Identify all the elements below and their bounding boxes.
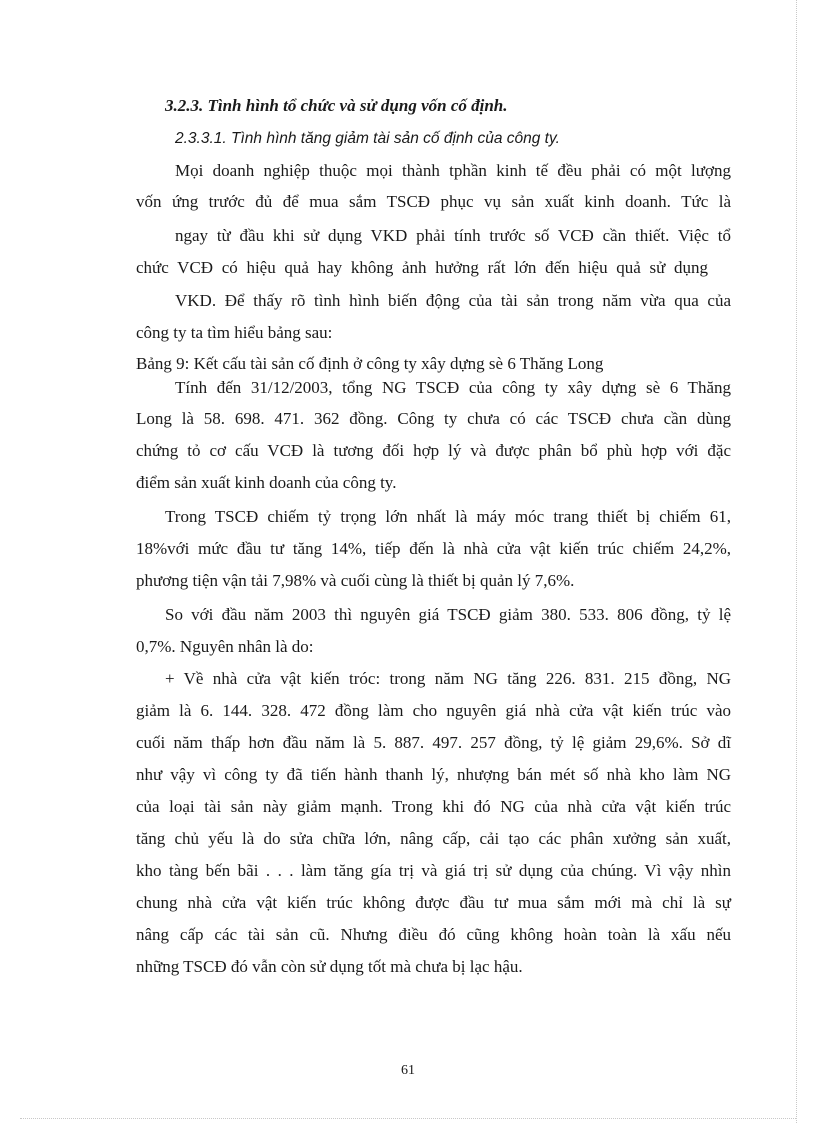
table-caption: Bảng 9: Kết cấu tài sản cố định ở công ty xây dựng sè 6 Thăng Long bbox=[136, 354, 604, 373]
paragraph-line: chứng tỏ cơ cấu VCĐ là tương đối hợp lý và được phân bổ phù hợp với đặc bbox=[136, 441, 731, 460]
paragraph-line: công ty ta tìm hiểu bảng sau: bbox=[136, 323, 333, 342]
subsection-heading: 2.3.3.1. Tình hình tăng giảm tài sản cố định của công ty. bbox=[175, 130, 560, 147]
paragraph-line: chung nhà cửa vật kiến trúc không được đầu tư mua sắm mới mà chỉ là sự bbox=[136, 893, 731, 912]
paragraph-line: 18%với mức đầu tư tăng 14%, tiếp đến là nhà cửa vật kiến trúc chiếm 24,2%, bbox=[136, 539, 731, 558]
paragraph-line: nâng cấp các tài sản cũ. Nhưng điều đó cũng không hoàn toàn là xấu nếu bbox=[136, 925, 731, 944]
paragraph-line: vốn ứng trước đủ để mua sắm TSCĐ phục vụ sản xuất kinh doanh. Tức là bbox=[136, 192, 731, 211]
page-edge-bottom bbox=[20, 1118, 796, 1119]
paragraph-line: cuối năm thấp hơn đầu năm là 5. 887. 497. 257 đồng, tỷ lệ giảm 29,6%. Sở dĩ bbox=[136, 733, 731, 752]
paragraph-line: tăng chủ yếu là do sửa chữa lớn, nâng cấp, cải tạo các phân xưởng sản xuất, bbox=[136, 829, 731, 848]
page-edge-right bbox=[796, 0, 797, 1123]
paragraph-line: Trong TSCĐ chiếm tỷ trọng lớn nhất là máy móc trang thiết bị chiếm 61, bbox=[165, 507, 731, 526]
paragraph-line: kho tàng bến bãi . . . làm tăng gía trị và giá trị sử dụng của chúng. Vì vậy nhìn bbox=[136, 861, 731, 880]
paragraph-line: + Về nhà cửa vật kiến tróc: trong năm NG tăng 226. 831. 215 đồng, NG bbox=[165, 669, 731, 688]
paragraph-line: những TSCĐ đó vẫn còn sử dụng tốt mà chưa bị lạc hậu. bbox=[136, 957, 523, 976]
paragraph-line: Mọi doanh nghiệp thuộc mọi thành tphần kinh tế đều phải có một lượng bbox=[175, 161, 731, 180]
section-heading: 3.2.3. Tình hình tổ chức và sử dụng vốn cố định. bbox=[165, 96, 508, 115]
paragraph-line: phương tiện vận tải 7,98% và cuối cùng là thiết bị quản lý 7,6%. bbox=[136, 571, 575, 590]
paragraph-line: Long là 58. 698. 471. 362 đồng. Công ty chưa có các TSCĐ chưa cần dùng bbox=[136, 409, 731, 428]
paragraph-line: 0,7%. Nguyên nhân là do: bbox=[136, 637, 314, 656]
paragraph-line: giảm là 6. 144. 328. 472 đồng làm cho nguyên giá nhà cửa vật kiến trúc vào bbox=[136, 701, 731, 720]
paragraph-line: So với đầu năm 2003 thì nguyên giá TSCĐ giảm 380. 533. 806 đồng, tỷ lệ bbox=[165, 605, 731, 624]
paragraph-line: điểm sản xuất kinh doanh của công ty. bbox=[136, 473, 397, 492]
page-number: 61 bbox=[401, 1063, 415, 1078]
paragraph-line: ngay từ đầu khi sử dụng VKD phải tính trước số VCĐ cần thiết. Việc tổ bbox=[175, 226, 731, 245]
paragraph-line: Tính đến 31/12/2003, tổng NG TSCĐ của công ty xây dựng sè 6 Thăng bbox=[175, 378, 731, 397]
paragraph-line: như vậy vì công ty đã tiến hành thanh lý, nhượng bán mét số nhà kho làm NG bbox=[136, 765, 731, 784]
paragraph-line: của loại tài sản này giảm mạnh. Trong khi đó NG của nhà cửa vật kiến trúc bbox=[136, 797, 731, 816]
paragraph-line: VKD. Để thấy rõ tình hình biến động của tài sản trong năm vừa qua của bbox=[175, 291, 731, 310]
paragraph-line: chức VCĐ có hiệu quả hay không ảnh hưởng rất lớn đến hiệu quả sử dụng bbox=[136, 258, 708, 277]
